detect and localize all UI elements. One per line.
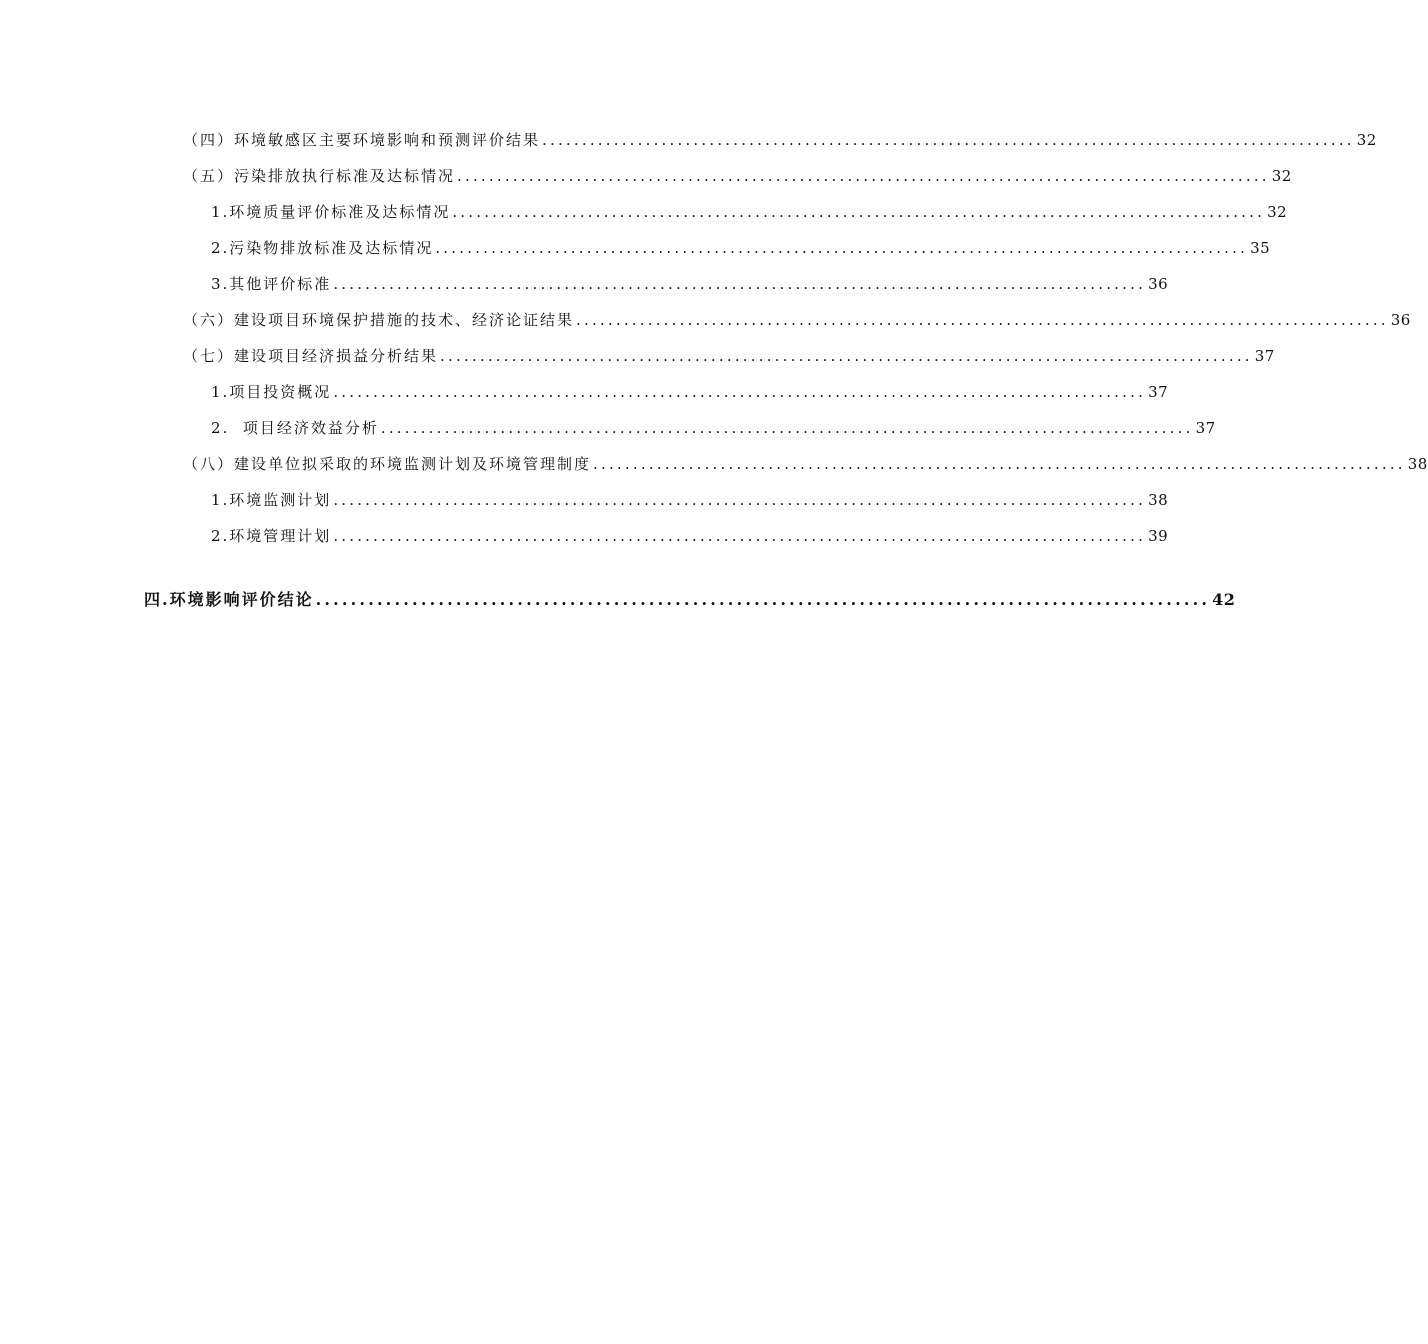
- toc-page-number: 39: [1148, 527, 1169, 545]
- toc-page-number: 42: [1212, 590, 1236, 609]
- toc-entry-label: 1.环境质量评价标准及达标情况: [211, 203, 451, 221]
- toc-page-number: 38: [1407, 455, 1428, 473]
- toc-entry[interactable]: [211, 412, 1216, 438]
- toc-entry-label: 2.污染物排放标准及达标情况: [211, 239, 434, 257]
- toc-page-number: 37: [1148, 383, 1169, 401]
- toc-entry-label: （八）建设单位拟采取的环境监测计划及环境管理制度: [183, 455, 592, 473]
- toc-page-number: 36: [1390, 311, 1411, 329]
- toc-entry[interactable]: [211, 196, 1288, 222]
- toc-entry-label: （六）建设项目环境保护措施的技术、经济论证结果: [183, 311, 575, 329]
- toc-leader-dots: ......................................................................................................: [333, 383, 1147, 401]
- toc-entry-label: 1.环境监测计划: [211, 491, 332, 509]
- toc-page-number: 38: [1148, 491, 1169, 509]
- toc-page-number: 35: [1250, 239, 1271, 257]
- toc-leader-dots: ......................................................................................................: [452, 203, 1266, 221]
- toc-leader-dots: ......................................................................................................: [457, 167, 1270, 185]
- toc-entry-label: 3.其他评价标准: [211, 275, 332, 293]
- toc-leader-dots: ......................................................................................................: [333, 275, 1147, 293]
- toc-leader-dots: ......................................................................................................: [440, 347, 1253, 365]
- toc-leader-dots: ......................................................................................................: [315, 590, 1211, 609]
- toc-entry[interactable]: [183, 124, 1377, 150]
- toc-entry[interactable]: [211, 232, 1271, 258]
- toc-entry-label: （五）污染排放执行标准及达标情况: [183, 167, 456, 185]
- toc-entry-label: （四）环境敏感区主要环境影响和预测评价结果: [183, 131, 541, 149]
- toc-leader-dots: ......................................................................................................: [576, 311, 1389, 329]
- toc-entry-label: 四.环境影响评价结论: [144, 590, 314, 609]
- toc-entry[interactable]: [211, 520, 1169, 546]
- toc-entry-label: 2. 项目经济效益分析: [211, 419, 379, 437]
- toc-page-number: 32: [1267, 203, 1288, 221]
- toc-page-number: 37: [1195, 419, 1216, 437]
- toc-leader-dots: ......................................................................................................: [435, 239, 1249, 257]
- toc-entry[interactable]: [211, 268, 1169, 294]
- toc-entry-label: （七）建设项目经济损益分析结果: [183, 347, 439, 365]
- toc-entry[interactable]: [183, 340, 1275, 366]
- toc-page-number: 32: [1356, 131, 1377, 149]
- toc-entry[interactable]: [211, 376, 1169, 402]
- toc-leader-dots: ......................................................................................................: [333, 491, 1147, 509]
- toc-leader-dots: ......................................................................................................: [593, 455, 1406, 473]
- toc-entry[interactable]: [183, 448, 1428, 474]
- toc-entry[interactable]: [183, 160, 1292, 186]
- toc-page-number: 32: [1271, 167, 1292, 185]
- toc-page-number: 37: [1254, 347, 1275, 365]
- toc-entry-label: 2.环境管理计划: [211, 527, 332, 545]
- toc-leader-dots: ......................................................................................................: [333, 527, 1147, 545]
- toc-entry[interactable]: [144, 584, 1236, 610]
- toc-entry[interactable]: [183, 304, 1411, 330]
- toc-page-number: 36: [1148, 275, 1169, 293]
- toc-entry[interactable]: [211, 484, 1169, 510]
- toc-leader-dots: ......................................................................................................: [542, 131, 1355, 149]
- toc-entry-label: 1.项目投资概况: [211, 383, 332, 401]
- toc-leader-dots: ......................................................................................................: [380, 419, 1194, 437]
